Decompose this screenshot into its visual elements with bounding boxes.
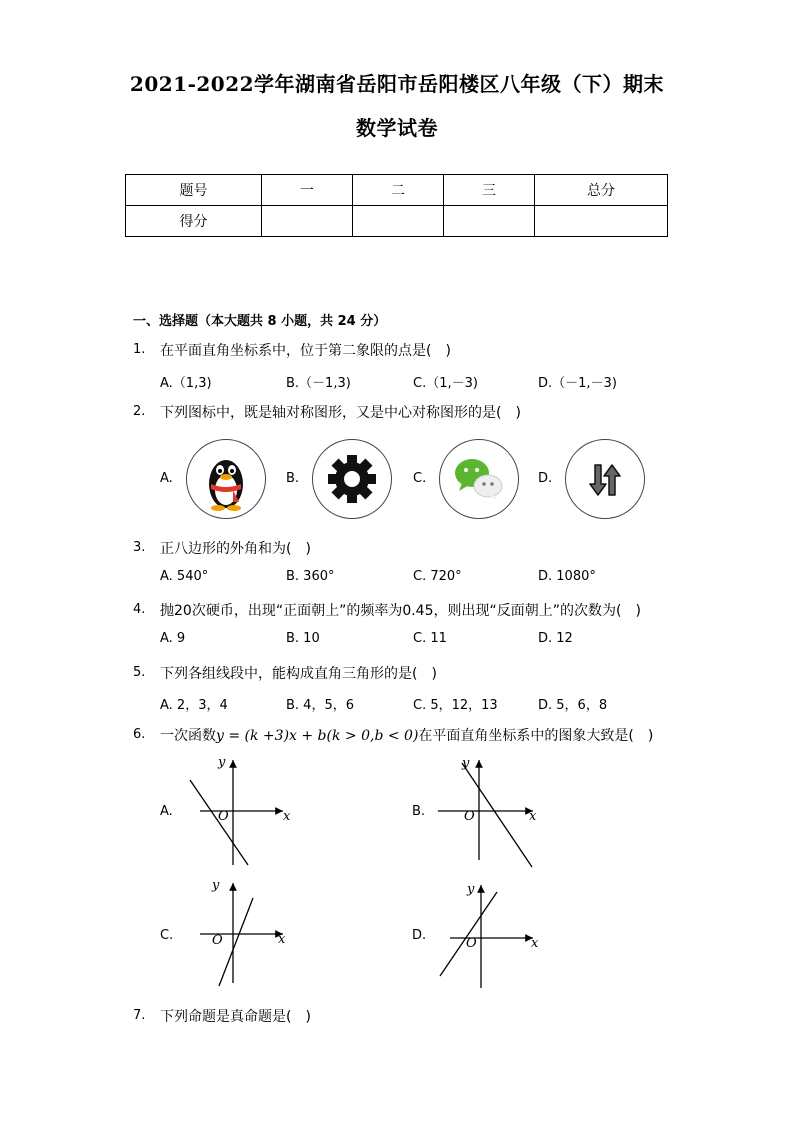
y-axis-label: y (212, 878, 220, 893)
question-number: 7. (133, 1008, 146, 1023)
section-title: 一、选择题（本大题共 8 小题，共 24 分） (133, 314, 387, 329)
question-text: 正八边形的外角和为( ) (160, 541, 311, 557)
question-number: 5. (133, 665, 146, 680)
function-formula: y = (k +3)x + b(k > 0,b < 0) (216, 728, 419, 744)
question-text: 下列图标中，既是轴对称图形，又是中心对称图形的是( ) (160, 405, 521, 421)
y-axis-label: y (218, 755, 226, 770)
x-axis-label: x (278, 932, 286, 947)
option-b[interactable]: B. (412, 804, 426, 819)
question-text: 下列各组线段中，能构成直角三角形的是( ) (160, 666, 437, 682)
option-b[interactable]: B. 10 (286, 631, 320, 646)
question-number: 1. (133, 342, 146, 357)
option-c[interactable]: C. 5，12，13 (413, 698, 498, 713)
gear-logo[interactable] (312, 439, 392, 519)
origin-label: O (218, 809, 229, 824)
option-a[interactable]: A. 540° (160, 569, 209, 584)
row-label-score: 得分 (126, 206, 262, 237)
option-a[interactable]: A. 9 (160, 631, 186, 646)
header-cell-part-3: 三 (444, 175, 535, 206)
option-b[interactable]: B. (286, 471, 300, 486)
question-text (160, 725, 653, 745)
x-axis-label: x (529, 809, 537, 824)
option-a[interactable]: A. (160, 804, 173, 819)
y-axis-label: y (467, 882, 475, 897)
question-number: 3. (133, 540, 146, 555)
x-axis-label: x (531, 936, 539, 951)
option-d[interactable]: D. 1080° (538, 569, 596, 584)
chat-bubbles-icon (440, 440, 518, 518)
x-axis-label: x (283, 809, 291, 824)
origin-label: O (464, 809, 475, 824)
penguin-logo[interactable] (186, 439, 266, 519)
question-text: 在平面直角坐标系中，位于第二象限的点是( ) (160, 343, 451, 359)
up-down-arrows-icon (566, 440, 644, 518)
y-axis-label: y (462, 756, 470, 771)
chat-logo[interactable] (439, 439, 519, 519)
penguin-icon (187, 440, 265, 518)
gear-icon (313, 440, 391, 518)
question-text-pre: 一次函数 (160, 728, 216, 744)
question-number: 4. (133, 602, 146, 617)
question-number: 2. (133, 404, 146, 419)
option-b[interactable]: B. 4，5，6 (286, 698, 354, 713)
question-text: 下列命题是真命题是( ) (160, 1009, 311, 1025)
origin-label: O (212, 933, 223, 948)
option-c[interactable]: C. 720° (413, 569, 462, 584)
score-cell-1[interactable] (262, 206, 353, 237)
question-text-post: 在平面直角坐标系中的图象大致是( ) (418, 728, 654, 744)
option-b[interactable]: B.（－1,3) (286, 376, 351, 391)
option-b[interactable]: B. 360° (286, 569, 335, 584)
origin-label: O (466, 936, 477, 951)
option-a[interactable]: A. 2，3，4 (160, 698, 228, 713)
graph-a[interactable] (180, 755, 300, 870)
score-table-score-row (126, 206, 668, 237)
option-c[interactable]: C. 11 (413, 631, 447, 646)
option-d[interactable]: D.（－1,－3) (538, 376, 617, 391)
question-number: 6. (133, 727, 146, 742)
option-d[interactable]: D. (412, 928, 427, 943)
function-line (219, 898, 253, 986)
arrows-logo[interactable] (565, 439, 645, 519)
score-cell-3[interactable] (444, 206, 535, 237)
option-c[interactable]: C.（1,－3) (413, 376, 478, 391)
question-text: 抛20次硬币，出现“正面朝上”的频率为0.45，则出现“反面朝上”的次数为( ) (160, 603, 641, 619)
option-d[interactable]: D. 12 (538, 631, 573, 646)
option-d[interactable]: D. 5，6，8 (538, 698, 608, 713)
score-cell-total[interactable] (535, 206, 668, 237)
function-line (440, 892, 497, 976)
option-c[interactable]: C. (413, 471, 427, 486)
header-cell-part-2: 二 (353, 175, 444, 206)
header-cell-part-1: 一 (262, 175, 353, 206)
score-table-header-row (126, 175, 668, 206)
header-cell-total: 总分 (535, 175, 668, 206)
score-table (125, 174, 668, 237)
option-a[interactable]: A.（1,3) (160, 376, 212, 391)
option-a[interactable]: A. (160, 471, 173, 486)
score-cell-2[interactable] (353, 206, 444, 237)
option-c[interactable]: C. (160, 928, 174, 943)
option-d[interactable]: D. (538, 471, 553, 486)
exam-title-line2: 数学试卷 (356, 116, 438, 140)
header-cell-question-no: 题号 (126, 175, 262, 206)
exam-title-line1: 2021-2022学年湖南省岳阳市岳阳楼区八年级（下）期末 (129, 72, 665, 96)
